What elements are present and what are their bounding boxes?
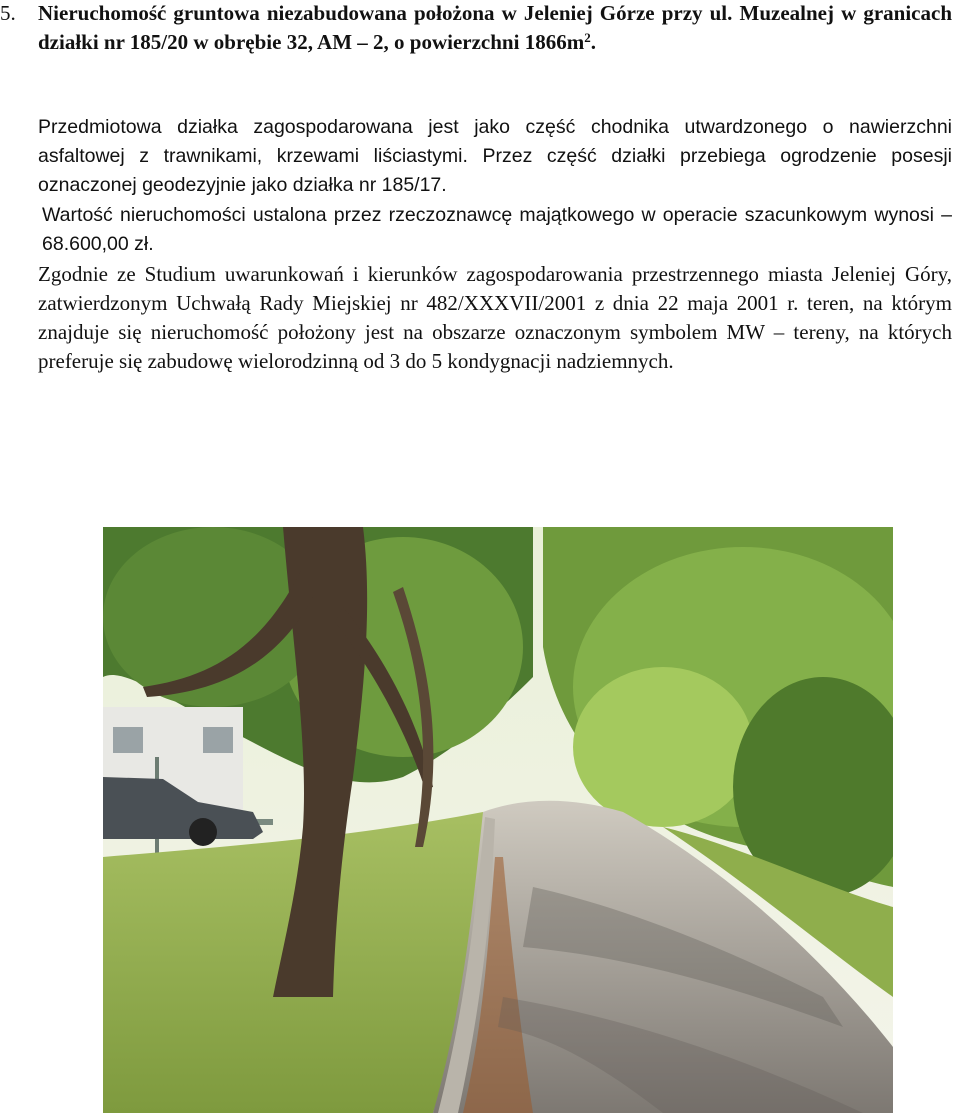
description-paragraph: Przedmiotowa działka zagospodarowana jest jako część chodnika utwardzonego o nawierzchni asfaltowej z trawnikami, krzewami liściastymi. Przez część działki przebiega ogrodzenie posesji oznaczonej geodezyjnie jako działka nr 185/17. [38,116,952,196]
car-wheel [189,818,217,846]
section-title [38,0,952,57]
zoning-paragraph: Zgodnie ze Studium uwarunkowań i kierunków zagospodarowania przestrzennego miasta Jeleniej Góry, zatwierdzonym Uchwałą Rady Miejskiej nr 482/XXXVII/2001 z dnia 22 maja 2001 r. teren, na którym znajduje się nieruchomość położony jest na obszarze oznaczonym symbolem MW – tereny, na których preferuje się zabudowę wielorodzinną od 3 do 5 kondygnacji nadziemnych. [38,262,952,373]
property-photo [103,527,893,1113]
area-unit-superscript: 2 [584,30,591,45]
right-foliage-highlight [573,667,753,827]
property-photo-illustration [103,527,893,1113]
section-title-end: . [590,30,596,54]
valuation-paragraph: Wartość nieruchomości ustalona przez rzeczoznawcę majątkowego w operacie szacunkowym wynosi – 68.600,00 zł. [42,204,952,255]
section-heading [0,0,952,57]
building-window [113,727,143,753]
building-window [203,727,233,753]
section-title-text: Nieruchomość gruntowa niezabudowana położona w Jeleniej Górze przy ul. Muzealnej w granicach działki nr 185/20 w obrębie 32, AM – 2, o powierzchni 1866m [38,1,952,54]
section-number: 5. [0,1,16,25]
